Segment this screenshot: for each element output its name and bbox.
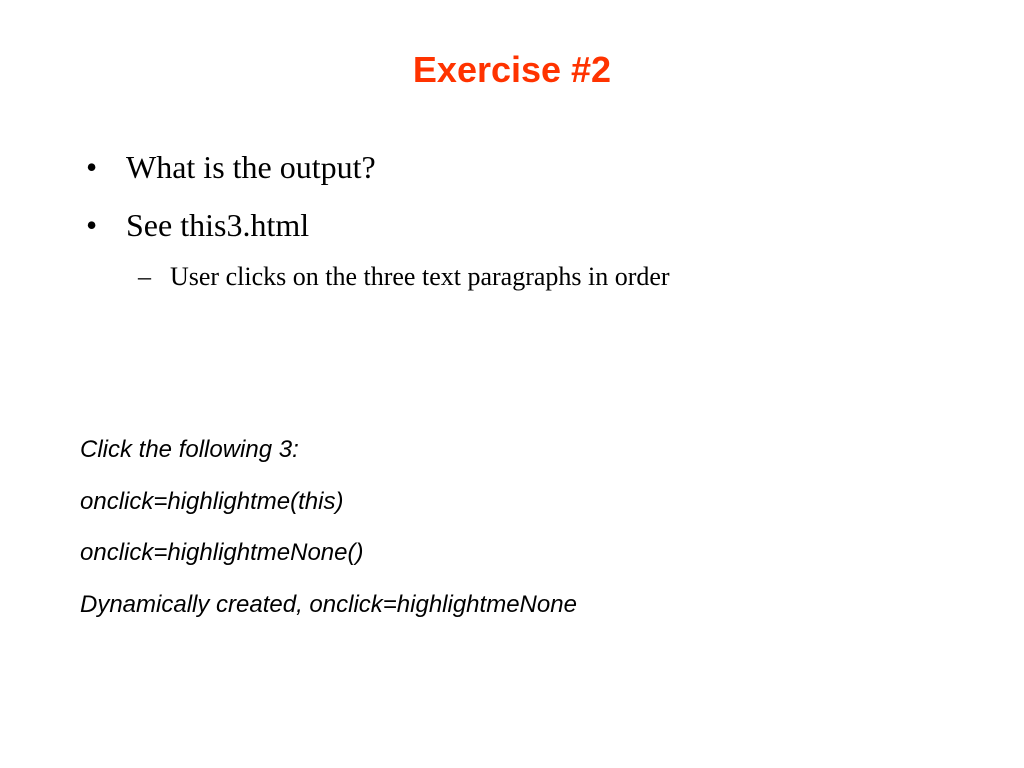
bullet-item xyxy=(86,203,946,261)
slide-title: Exercise #2 xyxy=(412,49,612,90)
code-line: onclick=highlightme(this) xyxy=(80,487,344,515)
sub-bullet-item xyxy=(86,261,946,293)
bullet-text: See this3.html xyxy=(126,207,310,243)
bullet-marker: • xyxy=(86,207,98,243)
code-line: onclick=highlightmeNone() xyxy=(80,539,364,566)
bullet-text: What is the output? xyxy=(126,149,376,185)
bullet-item xyxy=(86,145,946,203)
code-line: Click the following 3: xyxy=(80,436,299,463)
sub-bullet-marker: – xyxy=(138,262,151,291)
code-line: Dynamically created, onclick=highlightmeNone xyxy=(80,590,577,618)
bullet-list xyxy=(86,145,946,293)
sub-bullet-text: User clicks on the three text paragraphs in order xyxy=(170,262,670,291)
code-lines xyxy=(80,434,960,640)
bullet-marker: • xyxy=(86,149,98,185)
